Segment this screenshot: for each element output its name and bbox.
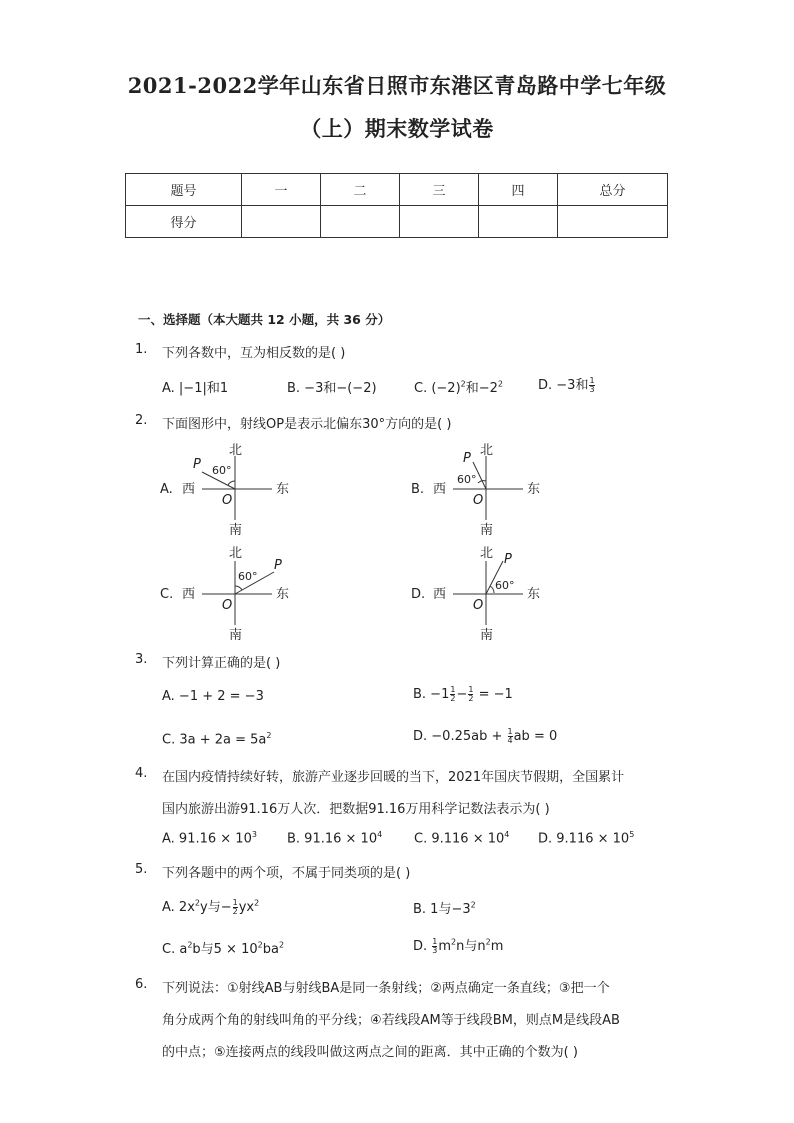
- question-text: 角分成两个角的射线叫角的平分线；④若线段AM等于线段BM，则点M是线段AB: [162, 1013, 620, 1028]
- question-text: 下列计算正确的是( ): [162, 656, 281, 671]
- score-table: [125, 173, 668, 238]
- diagram-c: [160, 546, 289, 643]
- q3-option-c: C. $3a + 2a = 5a^2$: [162, 731, 272, 748]
- question-text: 下面图形中，射线OP是表示北偏东30°方向的是( ): [162, 417, 452, 432]
- title-line-1: 2021-2022学年山东省日照市东港区青岛路中学七年级: [127, 73, 667, 98]
- section-title: 一、选择题（本大题共 12 小题，共 36 分）: [138, 312, 391, 327]
- question-number: 2.: [135, 413, 148, 428]
- q5-option-b: B. 1与$-3^2$: [413, 900, 476, 917]
- east-label: 东: [527, 587, 541, 602]
- south-label: 南: [480, 523, 494, 538]
- diagram-a: [160, 443, 289, 538]
- north-label: 北: [480, 546, 494, 561]
- q3-option-d: D. −0.25ab + $\frac{1}{4}$ ab = 0: [413, 727, 558, 745]
- score-input-cell: [400, 206, 479, 238]
- angle-label: 60°: [212, 464, 232, 477]
- q5-option-d: D. $\frac{1}{3}$ $m^2n$与$n^2m$: [413, 937, 504, 955]
- question-text: 在国内疫情持续好转，旅游产业逐步回暖的当下，2021年国庆节假期，全国累计: [162, 770, 625, 785]
- question-text: 下列说法：①射线AB与射线BA是同一条射线；②两点确定一条直线；③把一个: [162, 981, 610, 996]
- west-label: 西: [182, 587, 196, 602]
- question-text: 下列各数中，互为相反数的是( ): [162, 346, 346, 361]
- south-label: 南: [229, 628, 243, 643]
- q1-option-c: C. $(-2)^2$和$-2^2$: [414, 379, 504, 396]
- origin-label: O: [473, 493, 484, 508]
- south-label: 南: [480, 628, 494, 643]
- point-p-label: P: [504, 552, 512, 567]
- question-number: 3.: [135, 652, 148, 667]
- option-label: D.: [411, 587, 426, 602]
- north-label: 北: [229, 443, 243, 458]
- east-label: 东: [527, 482, 541, 497]
- origin-label: O: [222, 493, 233, 508]
- question-number: 6.: [135, 977, 148, 992]
- score-input-cell: [558, 206, 668, 238]
- q4-option-d: D. $9.116 \times 10^5$: [538, 830, 635, 847]
- origin-label: O: [222, 598, 233, 613]
- question-text: 国内旅游出游91.16万人次．把数据91.16万用科学记数法表示为( ): [162, 802, 550, 817]
- east-label: 东: [276, 482, 290, 497]
- option-label: C.: [160, 587, 174, 602]
- q1-option-a: A. |−1|和1: [162, 381, 229, 396]
- question-number: 4.: [135, 766, 148, 781]
- q4-option-c: C. $9.116 \times 10^4$: [414, 830, 510, 847]
- point-p-label: P: [274, 558, 282, 573]
- score-cell: 一: [242, 174, 321, 206]
- question-number: 5.: [135, 862, 148, 877]
- q2-diagrams: [150, 438, 710, 643]
- q4-option-a: A. $91.16 \times 10^3$: [162, 830, 257, 847]
- score-input-cell: [479, 206, 558, 238]
- diagram-d: [411, 546, 540, 643]
- score-input-cell: [242, 206, 321, 238]
- question-text: 的中点；⑤连接两点的线段叫做这两点之间的距离．其中正确的个数为( ): [162, 1045, 578, 1060]
- angle-label: 60°: [238, 570, 258, 583]
- q1-option-d: D. −3和 $\frac{1}{3}$: [538, 376, 595, 394]
- score-cell: 得分: [126, 206, 242, 238]
- option-label: B.: [411, 482, 425, 497]
- score-cell: 二: [321, 174, 400, 206]
- south-label: 南: [229, 523, 243, 538]
- angle-label: 60°: [495, 579, 515, 592]
- point-p-label: P: [193, 457, 201, 472]
- north-label: 北: [480, 443, 494, 458]
- score-cell: 总分: [558, 174, 668, 206]
- q5-option-a: A. $2x^2y$与− $\frac{1}{2}$ $yx^2$: [162, 898, 260, 916]
- score-cell: 四: [479, 174, 558, 206]
- q3-option-b: B. −1 $\frac{1}{2}$ − $\frac{1}{2}$ = −1: [413, 685, 513, 703]
- west-label: 西: [433, 482, 447, 497]
- q3-option-a: A. −1 + 2 = −3: [162, 689, 264, 704]
- diagram-b: [411, 443, 540, 538]
- point-p-label: P: [463, 451, 471, 466]
- score-table-header-row: [126, 174, 668, 206]
- west-label: 西: [182, 482, 196, 497]
- question-number: 1.: [135, 342, 148, 357]
- score-table-score-row: [126, 206, 668, 238]
- north-label: 北: [229, 546, 243, 561]
- score-input-cell: [321, 206, 400, 238]
- origin-label: O: [473, 598, 484, 613]
- west-label: 西: [433, 587, 447, 602]
- angle-label: 60°: [457, 473, 477, 486]
- q5-option-c: C. $a^2b$与$5 \times 10^2ba^2$: [162, 940, 285, 957]
- score-cell: 题号: [126, 174, 242, 206]
- title-line-2: （上）期末数学试卷: [300, 116, 494, 141]
- q4-option-b: B. $91.16 \times 10^4$: [287, 830, 383, 847]
- question-text: 下列各题中的两个项，不属于同类项的是( ): [162, 866, 411, 881]
- option-label: A.: [160, 482, 173, 497]
- score-cell: 三: [400, 174, 479, 206]
- east-label: 东: [276, 587, 290, 602]
- q1-option-b: B. −3和−(−2): [287, 381, 377, 396]
